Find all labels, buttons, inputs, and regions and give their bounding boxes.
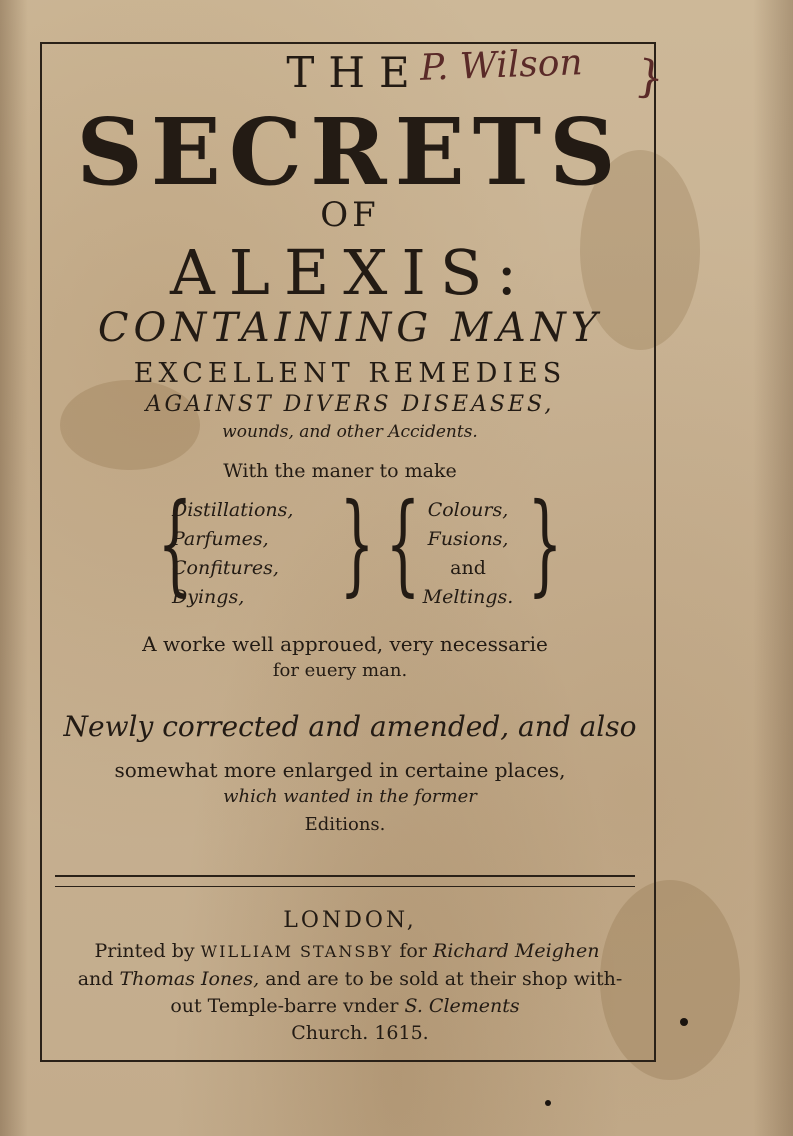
page-edge-shadow-left: [0, 0, 28, 1136]
imprint-printed-by: Printed by: [94, 940, 195, 962]
approval-line-1: A worke well approued, very necessarie: [142, 632, 548, 656]
subtitle-excellent: EXCELLENT REMEDIES: [133, 358, 567, 389]
correction-editions: Editions.: [304, 814, 386, 835]
list-item: Distillations,: [172, 499, 294, 521]
correction-newly: Newly corrected and amended, and also: [63, 710, 637, 743]
left-brace-close: }: [339, 479, 375, 607]
list-item: Colours,: [427, 499, 509, 521]
imprint-line-3: [90, 995, 600, 1017]
list-item: Confitures,: [172, 557, 279, 579]
ink-spot: [545, 1100, 551, 1106]
imprint-publisher-1: Richard Meighen: [433, 940, 600, 962]
subtitle-against: AGAINST DIVERS DISEASES,: [145, 392, 555, 417]
correction-somewhat: somewhat more enlarged in certaine places,: [114, 758, 566, 782]
list-item: and: [450, 557, 486, 579]
page-edge-shadow-right: [753, 0, 793, 1136]
left-brace-open: {: [157, 479, 193, 607]
title-secrets: SECRETS: [76, 98, 624, 206]
imprint-line-1: [52, 940, 642, 962]
imprint-line-2: [70, 968, 630, 990]
list-item: Meltings.: [422, 586, 514, 608]
signature-flourish: }: [632, 50, 668, 105]
imprint-and: and: [77, 968, 114, 990]
imprint-london: LONDON,: [283, 908, 417, 933]
title-alexis: ALEXIS:: [170, 236, 532, 309]
right-brace-close: }: [527, 479, 563, 607]
manner-line: With the maner to make: [223, 460, 457, 482]
right-brace-open: {: [385, 479, 421, 607]
list-item: Fusions,: [427, 528, 509, 550]
imprint-church: Church. 1615.: [291, 1022, 429, 1044]
list-right: [418, 496, 518, 612]
imprint-for: for: [399, 940, 427, 962]
imprint-location-2: S. Clements: [404, 995, 520, 1017]
imprint-printer: WILLIAM STANSBY: [200, 942, 394, 961]
title-of: OF: [320, 195, 380, 235]
subtitle-containing: CONTAINING MANY: [97, 305, 603, 351]
divider-rule: [55, 886, 635, 887]
handwritten-signature: P. Wilson: [419, 42, 584, 89]
approval-line-2: for euery man.: [272, 660, 408, 681]
imprint-publisher-2: Thomas Iones,: [119, 968, 260, 990]
correction-which: which wanted in the former: [223, 786, 477, 807]
list-item: Dyings,: [172, 586, 245, 608]
imprint-location-1: out Temple-barre vnder: [170, 995, 399, 1017]
subtitle-wounds: wounds, and other Accidents.: [222, 422, 478, 442]
list-left: [172, 496, 293, 612]
title-the: THE: [286, 48, 424, 97]
divider-rule: [55, 875, 635, 877]
list-item: Parfumes,: [172, 528, 269, 550]
ink-spot: [680, 1018, 688, 1026]
imprint-sold: and are to be sold at their shop with-: [265, 968, 623, 990]
